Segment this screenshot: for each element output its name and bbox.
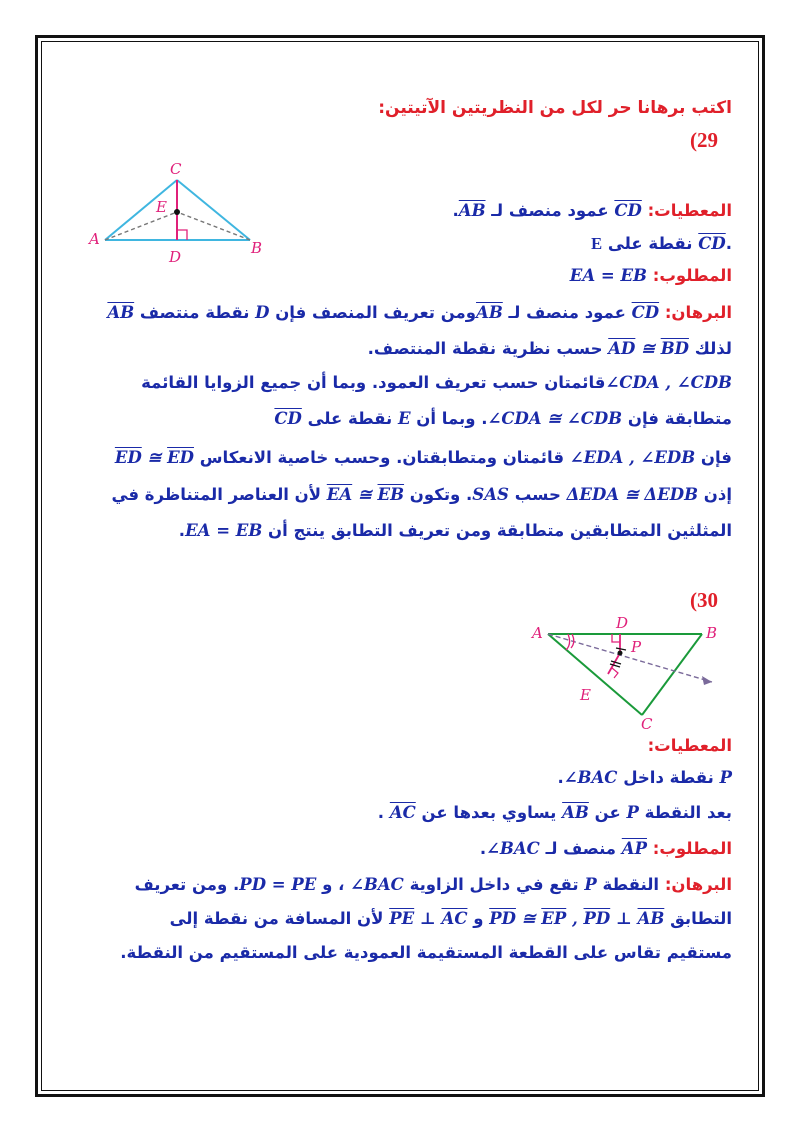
p29-required-line — [570, 266, 732, 285]
p30-l1-text4: . ومن تعريف — [134, 875, 240, 894]
p29-l4-post: نقطة على — [307, 409, 393, 428]
p29-l1-seg1: $\overline{CD}$ — [631, 303, 660, 322]
label-30-E: E — [580, 686, 591, 704]
p30-l2-comma: , — [572, 909, 578, 928]
p29-given2-text: نقطة على — [607, 234, 693, 253]
p30-required-line — [480, 839, 732, 858]
label-30-B: B — [706, 624, 718, 642]
p29-l5-sa: $\overline{ED}$ — [114, 448, 142, 467]
p29-l6-math: ΔEDA ≅ ΔEDB — [566, 485, 699, 504]
label-30-D: D — [616, 614, 629, 632]
p29-l1-seg3: $\overline{AB}$ — [107, 303, 135, 322]
label-30-P: P — [631, 638, 642, 656]
p29-l6-post: لأن العناصر المتناظرة في — [111, 485, 322, 504]
p30-req-text: منصف لـ — [545, 839, 617, 858]
p29-proof-line7 — [179, 521, 732, 540]
p30-l1-text2: تقع في داخل الزاوية — [409, 875, 579, 894]
p30-proof-line2 — [170, 909, 732, 928]
p30-l2-sd: $\overline{AB}$ — [637, 909, 665, 928]
p29-required-math: EA = EB — [569, 266, 647, 285]
label-30-A: A — [532, 624, 543, 642]
figure-29-triangle — [85, 158, 275, 268]
p29-given-line1 — [453, 201, 733, 220]
p30-l1-pt: P — [584, 875, 597, 894]
p30-l2-and: و — [473, 909, 484, 928]
p30-req-end: . — [479, 839, 487, 858]
p29-l6-cong: ≅ — [357, 485, 372, 504]
label-29-E: E — [156, 198, 167, 216]
p29-proof-line3 — [141, 373, 732, 392]
p30-l2-text: التطابق — [670, 909, 732, 928]
p29-l1-post: نقطة منتصف — [139, 303, 250, 322]
p29-l5-pre: فإن — [700, 448, 732, 467]
p29-given1-text: عمود منصف لـ — [491, 201, 609, 220]
p29-l6-sa: $\overline{EA}$ — [326, 485, 353, 504]
p29-seg-cd: $\overline{CD}$ — [614, 201, 642, 220]
p29-seg-ab: $\overline{AB}$ — [458, 201, 486, 220]
p30-l1-math2: PD = PE — [239, 875, 317, 894]
p30-g2-seg: $\overline{AB}$ — [562, 803, 589, 822]
instruction-heading: اكتب برهانا حر لكل من النظريتين الآتيتين: — [378, 98, 732, 118]
p30-l2-perp2: ⊥ — [419, 909, 436, 928]
p30-proof-label: البرهان: — [664, 875, 732, 894]
p29-proof-line2 — [368, 339, 732, 358]
p29-proof-label: البرهان: — [664, 303, 732, 322]
p29-l7-text: المثلثين المتطابقين متطابقة ومن تعريف التطابق ينتج أن — [268, 521, 732, 540]
p30-given-line2 — [378, 803, 732, 822]
p29-given-label: المعطيات: — [647, 201, 732, 220]
p29-given-line2 — [591, 234, 732, 254]
p29-l4-mid: . وبما أن — [416, 409, 488, 428]
p30-req-math: ∠BAC — [486, 839, 540, 858]
p30-required-label: المطلوب: — [652, 839, 732, 858]
p29-l2-cong: ≅ — [641, 339, 655, 358]
p29-l5-sb: $\overline{ED}$ — [167, 448, 194, 467]
p30-l1-text: النقطة — [602, 875, 660, 894]
p29-proof-line4 — [274, 409, 732, 428]
p30-g1-pt: P — [719, 768, 732, 787]
p29-l4-seg: $\overline{CD}$ — [274, 409, 302, 428]
p30-l2-sa: $\overline{PD}$ — [489, 909, 516, 928]
p30-g2-text2: عن — [594, 803, 621, 822]
p29-l6-sb: $\overline{EB}$ — [377, 485, 405, 504]
p29-l6-mid: حسب — [514, 485, 561, 504]
p29-l6-mid2: . وتكون — [409, 485, 473, 504]
p30-proof-line3: مستقيم تقاس على القطعة المستقيمة العمودية على المستقيم من النقطة. — [120, 943, 732, 962]
p29-l2-ma: $\overline{AD}$ — [608, 339, 636, 358]
p30-l1-math: ∠BAC — [350, 875, 404, 894]
p29-l2-pre: لذلك — [694, 339, 732, 358]
label-29-D: D — [169, 248, 182, 266]
p29-l2-post: حسب نظرية نقطة المنتصف. — [367, 339, 603, 358]
problem-29-number: (29 — [690, 128, 718, 152]
p30-l2-sb: $\overline{EP}$ — [541, 909, 567, 928]
p29-l5-cong: ≅ — [147, 448, 162, 467]
p30-proof-line1 — [135, 875, 732, 894]
p29-required-label: المطلوب: — [652, 266, 732, 285]
p30-given-label: المعطيات: — [647, 736, 732, 755]
p30-l2-sf: $\overline{AC}$ — [441, 909, 468, 928]
p30-g2-seg2: $\overline{AC}$ — [389, 803, 416, 822]
p30-req-seg: $\overline{AP}$ — [621, 839, 647, 858]
p30-g2-text3: يساوي بعدها عن — [421, 803, 557, 822]
p29-pt-e: E — [591, 234, 603, 253]
p29-l5-mid: قائمتان ومتطابقتان. وحسب خاصية الانعكاس — [199, 448, 564, 467]
p29-proof-line6 — [112, 485, 732, 504]
label-29-C: C — [170, 160, 182, 178]
p30-g1-text: نقطة داخل — [623, 768, 714, 787]
p30-g2-pt: P — [626, 803, 639, 822]
label-29-B: B — [251, 239, 263, 257]
p30-g2-text: بعد النقطة — [644, 803, 732, 822]
p29-l4-pre: متطابقة فإن — [627, 409, 732, 428]
p29-given2-end: . — [725, 234, 732, 253]
p29-l1-pt: D — [255, 303, 270, 322]
p29-l7-math: EA = EB — [185, 521, 263, 540]
p29-given2-seg: $\overline{CD}$ — [698, 234, 726, 253]
p29-l1-pre: عمود منصف لـ — [508, 303, 626, 322]
p29-l3-post: قائمتان حسب تعريف العمود. وبما أن جميع الزوايا القائمة — [141, 373, 606, 392]
p30-l2-sc: $\overline{PD}$ — [583, 909, 611, 928]
p30-g2-end: . — [377, 803, 385, 822]
p30-l1-text3: ، و — [322, 875, 345, 894]
p29-l6-pre: إذن — [703, 485, 732, 504]
p29-l1-seg2: $\overline{AB}$ — [476, 303, 503, 322]
p30-g1-math: ∠BAC — [563, 768, 618, 787]
p29-given1-end: . — [452, 201, 459, 220]
p29-proof-line1 — [107, 303, 732, 322]
label-30-C: C — [641, 715, 653, 732]
p29-l5-math: ∠EDA , ∠EDB — [569, 448, 696, 467]
p30-l2-perp: ⊥ — [615, 909, 632, 928]
p29-l2-mb: $\overline{BD}$ — [660, 339, 689, 358]
p29-l3-math: ∠CDA , ∠CDB — [605, 373, 732, 392]
label-29-A: A — [89, 230, 100, 248]
p29-proof-line5 — [115, 448, 732, 467]
p30-g1-end: . — [557, 768, 564, 787]
p29-l1-mid: ومن تعريف المنصف فإن — [275, 303, 477, 322]
p30-l2-se: $\overline{PE}$ — [389, 909, 415, 928]
figure-30-triangle — [520, 612, 745, 732]
p30-l2-cong: ≅ — [521, 909, 536, 928]
p29-l6-sas: SAS — [472, 485, 509, 504]
p29-l7-end: . — [178, 521, 186, 540]
p30-given-line1 — [557, 768, 732, 787]
p29-l4-math: ∠CDA ≅ ∠CDB — [487, 409, 623, 428]
problem-30-number: (30 — [690, 588, 718, 612]
p29-l4-pt: E — [397, 409, 411, 428]
p30-l2-text2: لأن المسافة من نقطة إلى — [169, 909, 384, 928]
